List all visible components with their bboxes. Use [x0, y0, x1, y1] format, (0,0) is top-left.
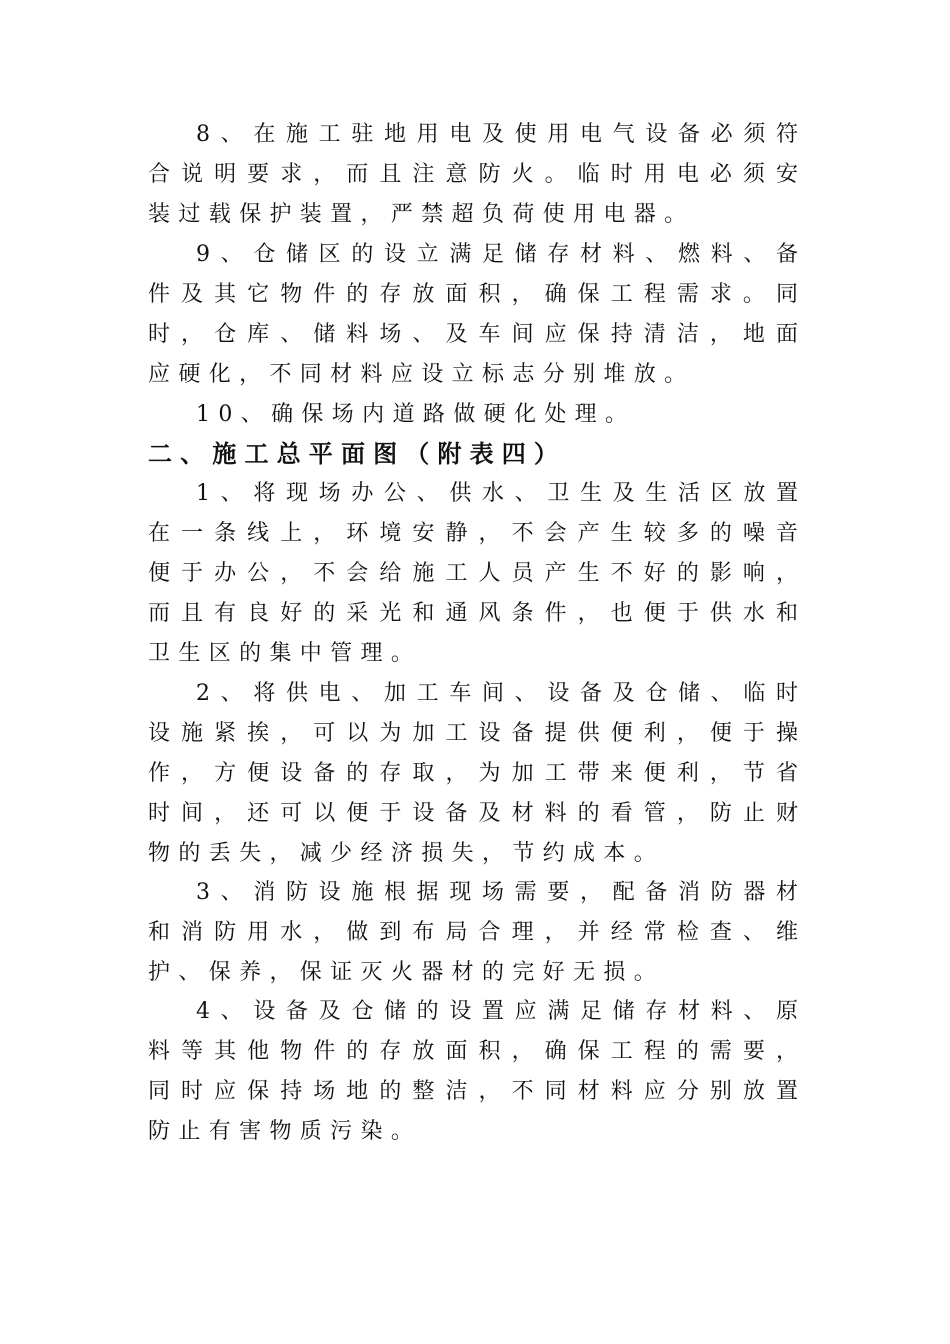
item-2-line-4: 时间，还可以便于设备及材料的看管，防止财 [148, 801, 798, 826]
item-3-line-3: 护、保养，保证灭火器材的完好无损。 [148, 960, 665, 985]
paragraph-10-line-1: 10、确保场内道路做硬化处理。 [196, 402, 636, 427]
item-4-line-4: 防止有害物质污染。 [148, 1119, 422, 1144]
item-1-line-3: 便于办公，不会给施工人员产生不好的影响， [148, 561, 798, 586]
paragraph-9-line-2: 件及其它物件的存放面积，确保工程需求。同 [148, 282, 798, 307]
paragraph-9-line-1: 9、仓储区的设立满足储存材料、燃料、备 [196, 242, 798, 267]
item-1-line-2: 在一条线上，环境安静，不会产生较多的噪音 [148, 521, 798, 546]
item-2-line-1: 2、将供电、加工车间、设备及仓储、临时 [196, 681, 798, 706]
item-3-line-1: 3、消防设施根据现场需要，配备消防器材 [196, 880, 798, 905]
item-4-line-1: 4、设备及仓储的设置应满足储存材料、原 [196, 999, 798, 1024]
paragraph-9-line-3: 时，仓库、储料场、及车间应保持清洁，地面 [148, 322, 798, 347]
item-1-line-1: 1、将现场办公、供水、卫生及生活区放置 [196, 481, 798, 506]
paragraph-8-line-2: 合说明要求，而且注意防火。临时用电必须安 [148, 162, 798, 187]
paragraph-8-line-3: 装过载保护装置，严禁超负荷使用电器。 [148, 202, 695, 227]
item-3-line-2: 和消防用水，做到布局合理，并经常检查、维 [148, 920, 798, 945]
item-2-line-2: 设施紧挨，可以为加工设备提供便利，便于操 [148, 721, 798, 746]
item-4-line-2: 料等其他物件的存放面积，确保工程的需要， [148, 1039, 798, 1064]
item-1-line-4: 而且有良好的采光和通风条件，也便于供水和 [148, 601, 798, 626]
paragraph-8-line-1: 8、在施工驻地用电及使用电气设备必须符 [196, 122, 798, 147]
item-2-line-5: 物的丢失，减少经济损失，节约成本。 [148, 841, 665, 866]
item-2-line-3: 作，方便设备的存取，为加工带来便利，节省 [148, 761, 798, 786]
item-1-line-5: 卫生区的集中管理。 [148, 641, 422, 666]
section-heading: 二、施工总平面图（附表四） [148, 440, 567, 468]
paragraph-9-line-4: 应硬化，不同材料应设立标志分别堆放。 [148, 362, 695, 387]
item-4-line-3: 同时应保持场地的整洁，不同材料应分别放置 [148, 1079, 798, 1104]
